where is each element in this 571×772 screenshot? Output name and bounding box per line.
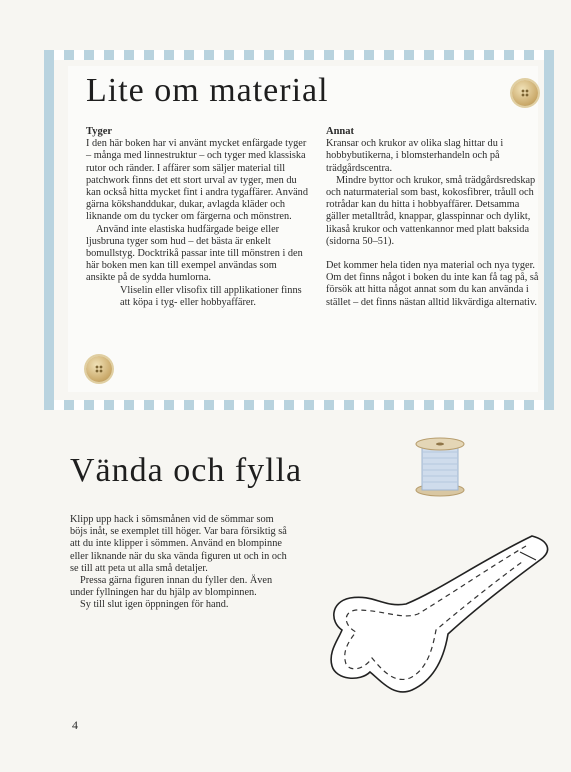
thread-spool-icon — [410, 432, 470, 498]
page-number: 4 — [72, 718, 78, 732]
section-title-turn-and-fill: Vända och fylla — [70, 452, 303, 489]
paragraph: Sy till slut igen öppningen för hand. — [80, 599, 229, 611]
paragraph: Det kommer hela tiden nya material och nya tyger. Om det finns något i boken du inte kan få tag på, så försök att hitta något annat som du kan använda i stället – det finns nästan alltid likvärdiga alternativ. — [326, 260, 539, 308]
sewn-figure-illustration — [322, 530, 562, 700]
section-title-material: Lite om material — [86, 72, 329, 109]
paragraph: Använd inte elastiska hudfärgade beige eller ljusbruna tyger som hud – det bästa är enkelt bomullstyg. Docktrikå passar inte till mönstren i den här boken men kan till exempel användas som ansikte på de sydda humlorna. — [86, 223, 303, 284]
column-other — [326, 126, 544, 309]
paragraph: Kransar och krukor av olika slag hittar du i hobbybutikerna, i blomsterhandeln och på trädgårdscentra. — [326, 138, 504, 174]
button-icon — [86, 356, 112, 382]
paragraph: I den här boken har vi använt mycket enfärgade tyger – många med linnestruktur – och tyger med klassiska rutor och ränder. I affärer som säljer material till patchwork finns det ett stort urval av tyger, men du kan också hitta mycket fint i andra tygaffärer. Använd gärna kökshanddukar, dukar, avlagda kläder och liknande om du tycker om färgerna och mönstren. — [86, 138, 308, 223]
column-turn-and-fill — [70, 514, 288, 612]
button-icon — [512, 80, 538, 106]
heading-other: Annat — [326, 126, 355, 137]
column-fabrics — [86, 126, 308, 309]
paragraph: Mindre byttor och krukor, små trädgårdsredskap och naturmaterial som bast, kokosfibrer, tråull och rotrådar kan du hitta i hobbyaffärer. Detsamma gäller metalltråd, knappar, glasspinnar och dylikt, likaså krukor och vattenkannor med platt baksida (sidorna 50–51). — [326, 174, 536, 247]
paragraph: Klipp upp hack i sömsmånen vid de sömmar som böjs inåt, se exemplet till höger. Var bara försiktig så att du inte klipper i sömmen. Använd en blompinne eller liknande när du ska vända figuren ut och in och se till att peta ut alla små detaljer. — [70, 514, 287, 574]
paragraph: Pressa gärna figuren innan du fyller den. Även under fyllningen har du hjälp av blompinnen. — [70, 575, 273, 599]
heading-fabrics: Tyger — [86, 126, 113, 137]
paragraph: Vliselin eller vlisofix till applikationer finns att köpa i tyg- eller hobbyaffärer. — [120, 284, 302, 308]
